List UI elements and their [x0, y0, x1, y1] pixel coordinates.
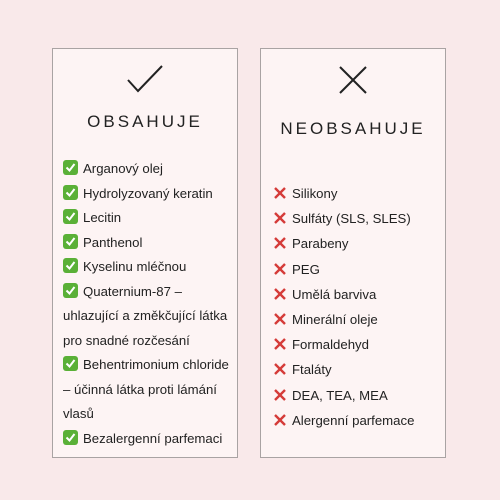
list-item [273, 307, 439, 332]
list-item [63, 182, 231, 207]
list-item-label: Silikony [292, 186, 338, 201]
list-item [63, 427, 231, 452]
list-item-label: Behentrimonium chloride – účinná látka proti lámání vlasů [63, 357, 229, 421]
red-cross-icon [273, 259, 287, 273]
list-item [63, 206, 231, 231]
list-item [273, 282, 439, 307]
red-cross-icon [273, 410, 287, 424]
green-check-icon [63, 258, 78, 273]
list-item [63, 280, 231, 354]
list-item-label: Bezalergenní parfemaci [83, 430, 223, 446]
list-item-label: Formaldehyd [292, 337, 369, 353]
list-item [63, 231, 231, 256]
list-item-label: PEG [292, 261, 320, 277]
red-cross-icon [273, 233, 287, 247]
red-cross-icon [273, 309, 287, 323]
list-item [273, 357, 439, 382]
red-cross-icon [273, 183, 287, 197]
list-item [273, 383, 439, 408]
not-contains-list [273, 181, 439, 433]
red-cross-icon [273, 334, 287, 348]
green-check-icon [63, 430, 78, 445]
list-item-label: Hydrolyzovaný keratin [83, 185, 213, 201]
contains-card [52, 48, 238, 458]
green-check-icon [63, 185, 78, 200]
list-item [63, 255, 231, 280]
red-cross-icon [273, 284, 287, 298]
red-cross-icon [273, 359, 287, 373]
list-item-label: Arganový olej [83, 161, 163, 176]
list-item-label: Umělá barviva [292, 286, 377, 302]
list-item-label: Parabeny [292, 236, 349, 252]
list-item-label: Sulfáty (SLS, SLES) [292, 211, 411, 227]
not-contains-card [260, 48, 446, 458]
red-cross-icon [273, 385, 287, 399]
green-check-icon [63, 234, 78, 249]
list-item [273, 257, 439, 282]
green-check-icon [63, 356, 78, 371]
list-item-label: Minerální oleje [292, 312, 378, 328]
list-item [63, 353, 231, 427]
list-item-label: Quaternium-87 – uhlazující a změkčující látka pro snadné rozčesání [63, 283, 228, 348]
red-cross-icon [273, 208, 287, 222]
list-item [273, 408, 439, 433]
list-item [273, 231, 439, 256]
not-contains-heading: NEOBSAHUJE [280, 119, 426, 138]
list-item-label: Kyselinu mléčnou [83, 259, 187, 274]
list-item-label: Alergenní parfemace [292, 412, 415, 428]
contains-heading: OBSAHUJE [87, 112, 203, 131]
green-check-icon [63, 160, 78, 175]
list-item [63, 157, 231, 182]
list-item-label: DEA, TEA, MEA [292, 387, 388, 403]
checkmark-icon [53, 63, 237, 99]
x-icon [261, 63, 445, 99]
green-check-icon [63, 283, 78, 298]
list-item [273, 206, 439, 231]
list-item [273, 181, 439, 206]
list-item-label: Lecitin [83, 210, 122, 225]
list-item [273, 332, 439, 357]
contains-list [63, 157, 231, 451]
green-check-icon [63, 209, 78, 224]
list-item-label: Panthenol [83, 234, 143, 250]
list-item-label: Ftaláty [292, 362, 332, 378]
